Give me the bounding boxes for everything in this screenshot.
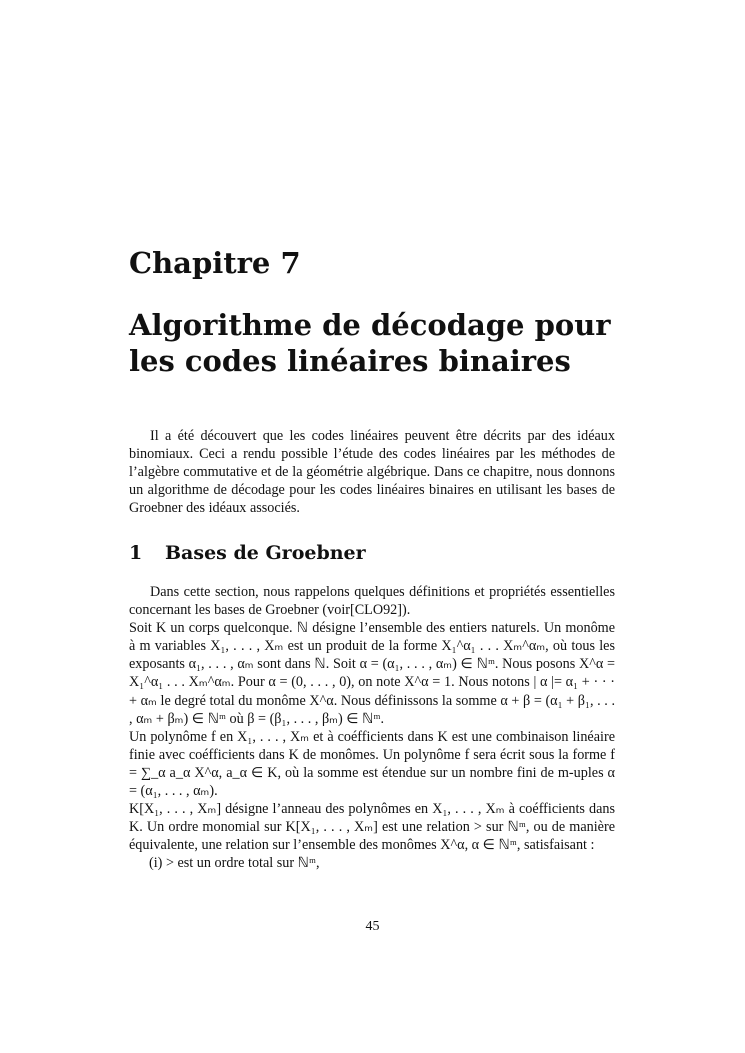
paragraph-monomial-order: K[X₁, . . . , Xₘ] désigne l’anneau des polynômes en X₁, . . . , Xₘ à coéfficients dans K. Un ordre monomial sur K[X₁, . . . , Xₘ] est une relation > sur ℕᵐ, ou de manière équivalente, une relation sur l’ensemble des monômes X^α, α ∈ ℕᵐ, satisfaisant : xyxy=(129,801,615,854)
intro-paragraph: Il a été découvert que les codes linéaires peuvent être décrits par des idéaux binomiaux. Ceci a rendu possible l’étude des codes linéaires par les méthodes de l’algèbre commutative et de la géométrie algébrique. Dans ce chapitre, nous donnons un algorithme de décodage pour les codes linéaires binaires en utilisant les bases de Groebner des idéaux associés. xyxy=(129,428,615,517)
section-number: 1 xyxy=(129,542,143,564)
section-heading xyxy=(129,542,366,564)
paragraph-monomial-definitions: Soit K un corps quelconque. ℕ désigne l’ensemble des entiers naturels. Un monôme à m variables X₁, . . . , Xₘ est un produit de la forme X₁^α₁ . . . Xₘ^αₘ, où tous les exposants α₁, . . . , αₘ sont dans ℕ. Soit α = (α₁, . . . , αₘ) ∈ ℕᵐ. Nous posons X^α = X₁^α₁ . . . Xₘ^αₘ. Pour α = (0, . . . , 0), on note X^α = 1. Nous notons | α |= α₁ + · · · + αₘ le degré total du monôme X^α. Nous définissons la somme α + β = (α₁ + β₁, . . . , αₘ + βₘ) ∈ ℕᵐ où β = (β₁, . . . , βₘ) ∈ ℕᵐ. xyxy=(129,620,615,727)
section-title: Bases de Groebner xyxy=(165,542,366,564)
section-body xyxy=(129,583,615,873)
paragraph-polynomial-definition: Un polynôme f en X₁, . . . , Xₘ et à coéfficients dans K est une combinaison linéaire finie avec coéfficients dans K de monômes. Un polynôme f sera écrit sous la forme f = ∑_α a_α X^α, a_α ∈ K, où la somme est étendue sur un nombre fini de m-uples α = (α₁, . . . , αₘ). xyxy=(129,728,615,800)
chapter-title-line-2: les codes linéaires binaires xyxy=(129,344,571,378)
chapter-title-line-1: Algorithme de décodage pour xyxy=(129,308,611,342)
paragraph-section-intro: Dans cette section, nous rappelons quelques définitions et propriétés essentielles concernant les bases de Groebner (voir[CLO92]). xyxy=(129,584,615,619)
chapter-label: Chapitre 7 xyxy=(129,246,301,280)
chapter-title xyxy=(129,307,649,379)
page-number: 45 xyxy=(365,919,380,934)
list-item-total-order: (i) > est un ordre total sur ℕᵐ, xyxy=(149,855,320,872)
chapter-introduction xyxy=(129,427,615,517)
